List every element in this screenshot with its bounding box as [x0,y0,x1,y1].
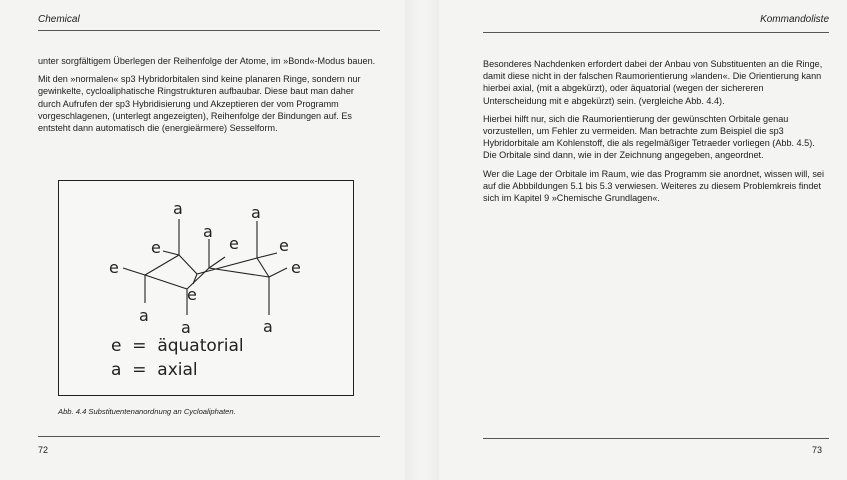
header-rule-left [38,30,380,31]
body-text-left [38,55,376,140]
page-number-left: 72 [38,445,49,455]
chair-conformation-diagram [59,181,353,395]
running-header-left: Chemical [38,14,80,25]
paragraph: Besonderes Nachdenken erfordert dabei der Anbau von Substituenten an die Ringe, damit diese nicht in der falschen Raumorientierung »landen«. Die Orientierung kann hierbei axial, (mit a abgekürzt), oder äquatorial (wegen der sichereren Unterscheidung mit e abgekürzt) sein. (vergleiche Abb. 4.4). [483,59,823,106]
running-header-right: Kommandoliste [760,14,829,25]
axial-label: a [251,203,261,222]
figure-caption: Abb. 4.4 Substituentenanordnung an Cycloaliphaten. [58,407,236,416]
equatorial-label: e [229,234,239,253]
axial-label: a [203,222,213,241]
paragraph: Mit den »normalen« sp3 Hybridorbitalen sind keine planaren Ringe, sondern nur gewinkelte, cycloaliphatische Ringstrukturen aufbaubar. Diese baut man daher durch Aufrufen der sp3 Hybridisierung und Akzeptieren der vom Programm vorgeschlagenen, (unterlegt angezeigten), Reihenfolge der Bindungen auf. Es entsteht dann automatisch die (energieärmere) Sesselform. [38,74,361,134]
footer-rule-right [483,438,829,439]
equatorial-label: e [151,238,161,257]
paragraph: Hierbei hilft nur, sich die Raumorientierung der gewünschten Orbitale genau vorzustellen, um Fehler zu vermeiden. Man betrachte zum Beispiel die sp3 Hybridorbitale am Kohlenstoff, die als regelmäßiger Tetraeder vorliegen (Abb. 4.5). Die Orbitale sind dann, wie in der Zeichnung angegeben, angeordnet. [483,113,815,161]
paragraph: Wer die Lage der Orbitale im Raum, wie das Programm sie anordnet, wissen will, sei auf die Abbbildungen 5.1 bis 5.3 verwiesen. Weiteres zu diesem Problemkreis findet sich im Kapitel 9 »Chemische Grundlagen«. [483,168,824,204]
equatorial-label: e [279,236,289,255]
equatorial-label: e [291,258,301,277]
right-page [425,0,847,480]
body-text-right [483,58,827,210]
axial-label: a [173,199,183,218]
axial-label: a [263,317,273,336]
left-page [0,0,410,480]
axial-label: a [181,318,191,337]
footer-rule-left [38,436,380,437]
header-rule-right [483,32,829,33]
legend-axial: a = axial [111,360,198,380]
page-number-right: 73 [811,445,822,455]
equatorial-label: e [109,258,119,277]
paragraph: unter sorgfältigem Überlegen der Reihenfolge der Atome, im »Bond«-Modus bauen. [38,56,376,66]
equatorial-label: e [187,285,197,304]
axial-label: a [139,306,149,325]
figure-cyclohexane [58,180,354,396]
legend-equatorial: e = äquatorial [111,336,244,356]
